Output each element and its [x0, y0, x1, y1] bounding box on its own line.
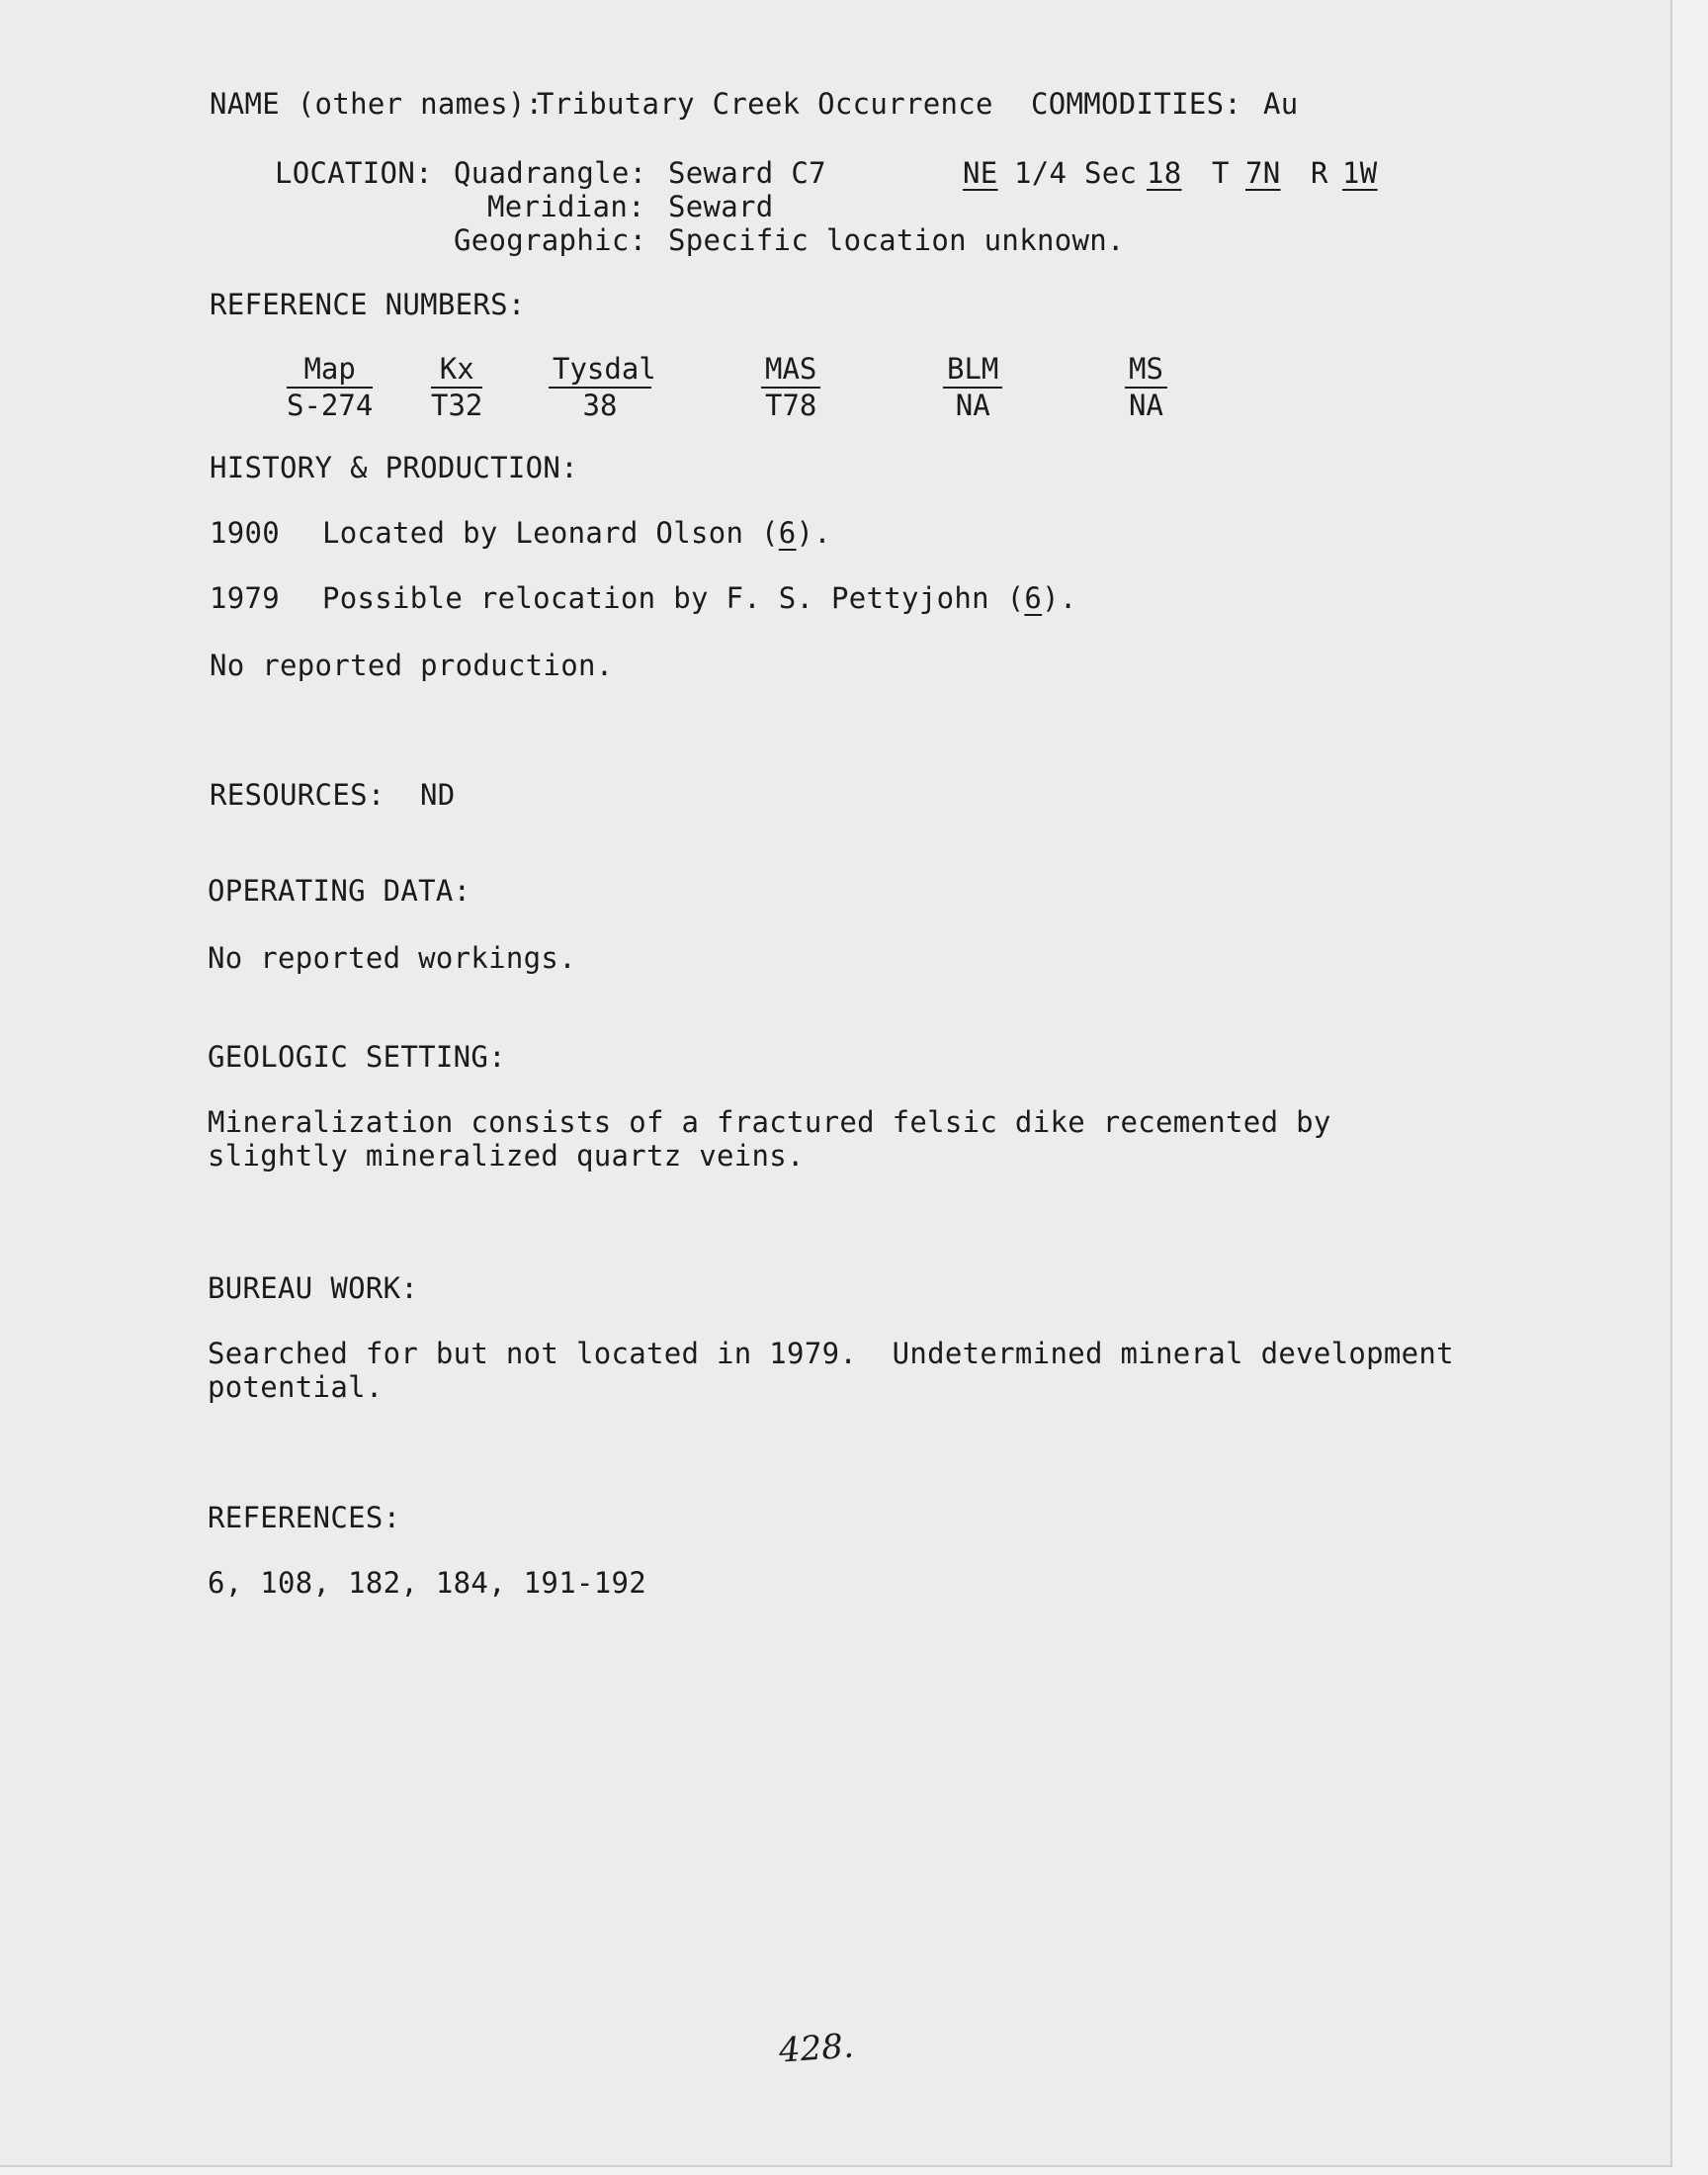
quadrangle-value: Seward C7 — [668, 156, 826, 190]
geographic-label: Geographic: — [454, 223, 647, 257]
ref-mas-value: T78 — [765, 389, 817, 422]
geologic-heading: GEOLOGIC SETTING: — [208, 1040, 506, 1074]
commodities-value: Au — [1263, 87, 1299, 121]
resources-value: ND — [420, 778, 456, 812]
bureau-heading: BUREAU WORK: — [208, 1271, 419, 1305]
ref-blm-label: BLM — [943, 353, 1002, 389]
history-heading: HISTORY & PRODUCTION: — [210, 451, 578, 484]
history-ref-1: 6 — [778, 516, 797, 550]
production-text: No reported production. — [210, 649, 614, 682]
operating-heading: OPERATING DATA: — [208, 874, 471, 908]
location-label: LOCATION: — [275, 156, 433, 190]
township-label: T — [1212, 156, 1230, 190]
bureau-line-2: potential. — [208, 1370, 384, 1404]
reference-numbers-heading: REFERENCE NUMBERS: — [210, 288, 526, 321]
ref-kx — [431, 353, 482, 421]
name-value: Tributary Creek Occurrence — [537, 87, 993, 121]
quarter-section: NE — [963, 156, 998, 190]
range-label: R — [1311, 156, 1328, 190]
ref-map — [287, 353, 373, 421]
resources-label: RESOURCES: — [210, 778, 385, 812]
history-entry-1: Located by Leonard Olson (6). — [322, 516, 832, 550]
ref-ms-label: MS — [1125, 353, 1167, 389]
references-heading: REFERENCES: — [208, 1501, 401, 1534]
quarter-text: 1/4 Sec — [1014, 156, 1138, 190]
ref-blm — [943, 353, 1002, 421]
geographic-value: Specific location unknown. — [668, 223, 1125, 257]
meridian-label: Meridian: — [487, 190, 645, 223]
ref-ms-value: NA — [1129, 389, 1163, 422]
commodities-label: COMMODITIES: — [1031, 87, 1242, 121]
ref-mas — [761, 353, 820, 421]
page-number: 428. — [777, 2026, 856, 2071]
history-ref-2: 6 — [1024, 581, 1043, 615]
section-number: 18 — [1147, 156, 1182, 190]
history-entry-2: Possible relocation by F. S. Pettyjohn (6). — [322, 581, 1077, 615]
ref-map-label: Map — [287, 353, 373, 389]
history-year-2: 1979 — [210, 581, 281, 615]
ref-kx-label: Kx — [431, 353, 482, 389]
references-text: 6, 108, 182, 184, 191-192 — [208, 1566, 646, 1600]
ref-kx-value: T32 — [431, 389, 483, 422]
ref-tysdal-label: Tysdal — [549, 353, 651, 389]
bureau-line-1: Searched for but not located in 1979. Undetermined mineral development — [208, 1337, 1454, 1370]
history-year-1: 1900 — [210, 516, 281, 550]
ref-tysdal — [549, 352, 656, 422]
quadrangle-label: Quadrangle: — [454, 156, 647, 190]
geologic-line-1: Mineralization consists of a fractured felsic dike recemented by — [208, 1105, 1331, 1139]
meridian-value: Seward — [668, 190, 774, 223]
ref-map-value: S-274 — [287, 389, 374, 422]
geologic-line-2: slightly mineralized quartz veins. — [208, 1139, 805, 1173]
ref-ms — [1125, 353, 1167, 421]
ref-blm-value: NA — [955, 389, 990, 422]
name-label: NAME (other names): — [210, 87, 544, 121]
ref-tysdal-value: 38 — [582, 389, 618, 422]
range-value: 1W — [1342, 156, 1378, 190]
operating-text: No reported workings. — [208, 941, 576, 975]
ref-mas-label: MAS — [761, 353, 820, 389]
township-value: 7N — [1245, 156, 1281, 190]
